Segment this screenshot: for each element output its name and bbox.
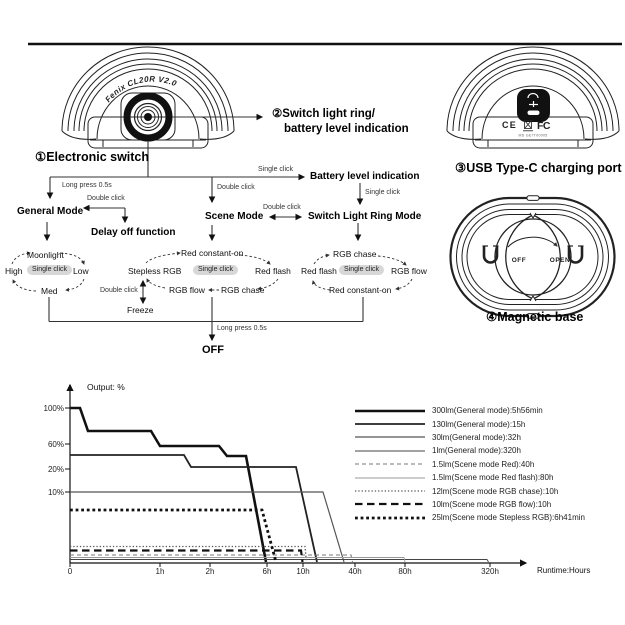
magnet-icon-left [483, 246, 499, 263]
x-tick-label: 2h [205, 567, 215, 576]
x-tick-label: 320h [481, 567, 499, 576]
node-switch-light-ring-mode: Switch Light Ring Mode [308, 211, 422, 222]
caption-switch-ring-line2: battery level indication [284, 123, 409, 135]
legend-label: 12lm(Scene mode RGB chase):10h [432, 486, 559, 496]
x-tick-label: 80h [398, 567, 412, 576]
legend-label: 1.5lm(Scene mode Red):40h [432, 459, 535, 469]
ring-red-flash: Red flash [301, 266, 337, 276]
magnetic-base-illustration [451, 196, 615, 318]
chart-series-line [70, 555, 353, 562]
ring-red-constant: Red constant-on [329, 285, 392, 295]
action-double-click-ring: Double click [263, 204, 301, 211]
x-tick-label: 1h [155, 567, 165, 576]
general-moonlight: Moonlight [27, 250, 64, 260]
legend-label: 1.5lm(Scene mode Red flash):80h [432, 473, 554, 483]
base-open-label: OPEN [549, 257, 571, 264]
node-battery-indication: Battery level indication [310, 171, 420, 182]
chart-series-line [70, 551, 303, 563]
legend-row [355, 404, 585, 417]
regulatory-text: MD GE7T00005 [518, 133, 548, 138]
scene-stepless-rgb: Stepless RGB [128, 266, 182, 276]
legend-row [355, 431, 585, 444]
node-delay-off: Delay off function [91, 227, 176, 238]
caption-usb-port: ③USB Type-C charging port [455, 161, 622, 175]
scene-single-click-pill: Single click [193, 265, 238, 275]
ring-rgb-flow: RGB flow [391, 266, 427, 276]
action-double-click-freeze: Double click [100, 287, 138, 294]
legend-label: 130lm(General mode):15h [432, 419, 526, 429]
action-long-press-off: Long press 0.5s [217, 325, 267, 332]
ring-single-click-pill: Single click [339, 265, 384, 275]
action-double-click-delay: Double click [87, 195, 125, 202]
x-tick-label: 40h [348, 567, 362, 576]
action-double-click-scene: Double click [217, 184, 255, 191]
chart-legend [355, 404, 585, 525]
ce-mark: CE [502, 120, 517, 130]
chart-series-line [70, 560, 489, 563]
general-single-click-pill: Single click [27, 265, 72, 275]
legend-line-sample [355, 433, 427, 441]
legend-row [355, 458, 585, 471]
legend-label: 10lm(Scene mode RGB flow):10h [432, 499, 552, 509]
legend-line-sample [355, 514, 427, 522]
node-off: OFF [202, 344, 224, 356]
general-low: Low [73, 266, 89, 276]
usb-c-port [517, 89, 550, 122]
legend-row [355, 484, 585, 497]
base-off-label: OFF [511, 257, 527, 264]
legend-row [355, 471, 585, 484]
back-lantern-illustration [447, 47, 619, 148]
legend-label: 30lm(General mode):32h [432, 432, 521, 442]
scene-rgb-flow: RGB flow [169, 285, 205, 295]
chart-series-line [70, 408, 266, 562]
chart-series-line [70, 510, 276, 562]
caption-magnetic-base: ④Magnetic base [486, 310, 584, 324]
legend-line-sample [355, 487, 427, 495]
general-med: Med [41, 286, 58, 296]
action-single-click-battery: Single click [258, 166, 294, 173]
legend-row [355, 511, 585, 524]
x-tick-label: 6h [262, 567, 272, 576]
legend-row [355, 498, 585, 511]
legend-line-sample [355, 407, 427, 415]
node-general-mode: General Mode [17, 206, 84, 217]
legend-line-sample [355, 500, 427, 508]
front-lantern-illustration [62, 47, 234, 148]
legend-row [355, 444, 585, 457]
legend-row [355, 417, 585, 430]
fcc-mark: FC [537, 120, 550, 132]
scene-red-flash: Red flash [255, 266, 291, 276]
action-single-click-ring: Single click [365, 189, 401, 196]
action-long-press: Long press 0.5s [62, 182, 112, 189]
node-scene-mode: Scene Mode [205, 211, 264, 222]
x-axis-title: Runtime:Hours [537, 566, 591, 575]
legend-line-sample [355, 420, 427, 428]
node-freeze: Freeze [127, 305, 154, 315]
general-high: High [5, 266, 23, 276]
caption-electronic-switch: ①Electronic switch [35, 150, 150, 164]
legend-line-sample [355, 460, 427, 468]
rotate-arrow [508, 237, 557, 247]
brand-text: Fenix CL20R V2.0 [103, 74, 179, 105]
scene-rgb-chase: RGB chase [221, 285, 265, 295]
y-tick-label: 100% [43, 403, 64, 413]
caption-switch-ring-line1: ②Switch light ring/ [272, 108, 375, 120]
x-tick-label: 10h [296, 567, 310, 576]
y-axis-title: Output: % [87, 382, 125, 392]
x-tick-label: 0 [67, 567, 73, 576]
legend-line-sample [355, 474, 427, 482]
legend-label: 300lm(General mode):5h56min [432, 406, 543, 416]
ring-rgb-chase: RGB chase [333, 249, 377, 259]
y-tick-label: 60% [47, 439, 64, 449]
legend-label: 25lm(Scene mode Stepless RGB):6h41min [432, 513, 585, 523]
y-tick-label: 10% [47, 487, 64, 497]
y-tick-label: 20% [47, 464, 64, 474]
legend-line-sample [355, 447, 427, 455]
scene-red-constant: Red constant-on [181, 248, 244, 258]
legend-label: 1lm(General mode):320h [432, 446, 521, 456]
